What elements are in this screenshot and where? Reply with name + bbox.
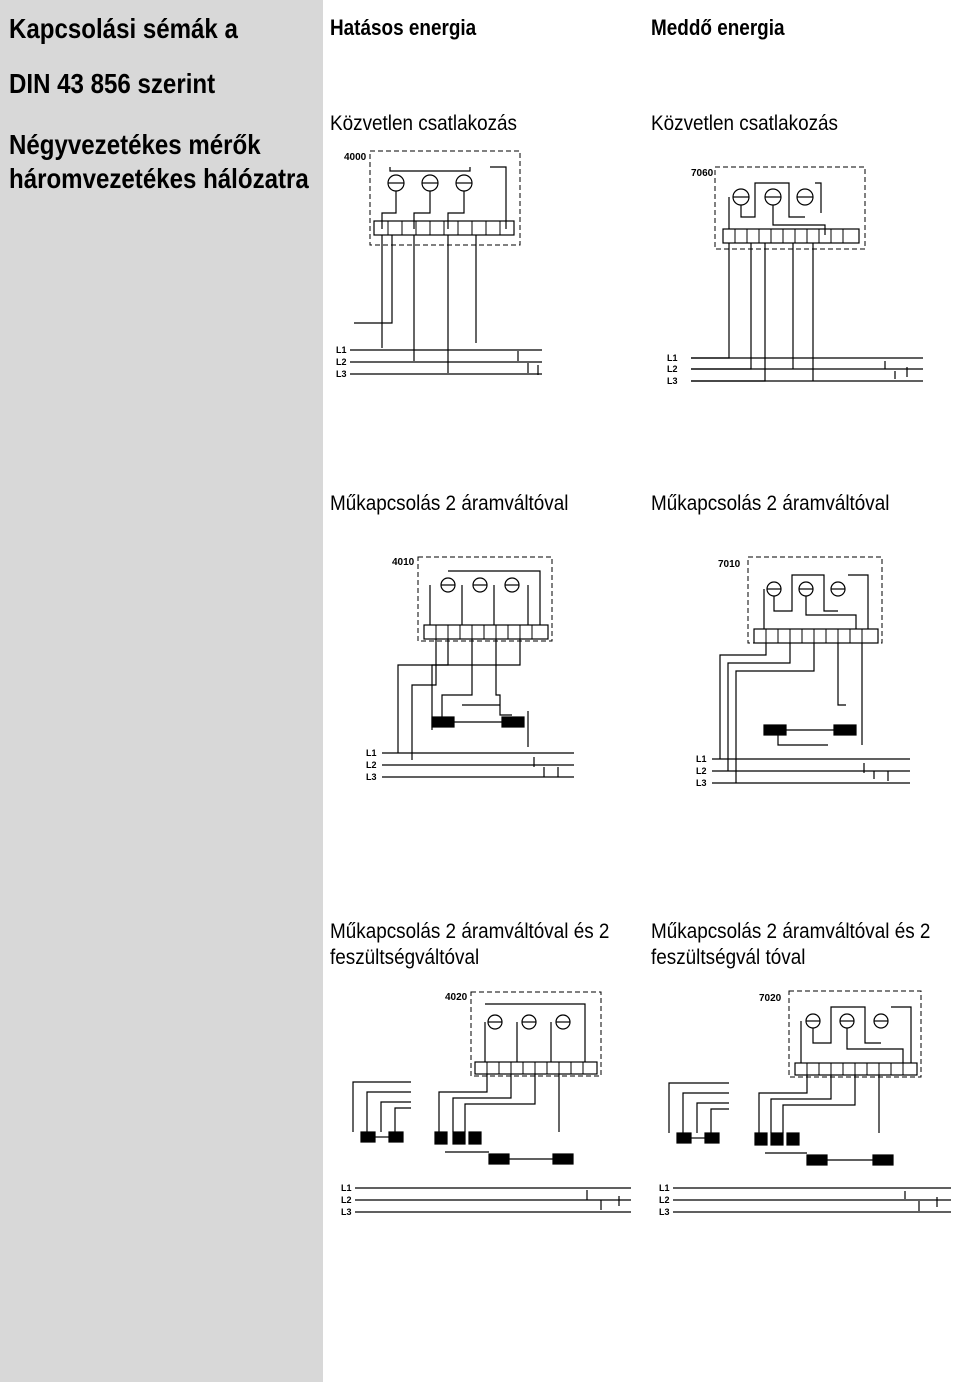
line-label-l1: L1 bbox=[341, 1183, 352, 1193]
caption-direct-active: Közvetlen csatlakozás bbox=[330, 112, 518, 135]
line-label-l2: L2 bbox=[667, 364, 678, 374]
title-line-3a: Négyvezetékes mérők bbox=[9, 129, 261, 160]
title-line-3 bbox=[9, 128, 309, 195]
line-label-l2: L2 bbox=[341, 1195, 352, 1205]
line-label-l3: L3 bbox=[366, 772, 377, 782]
line-label-l3: L3 bbox=[696, 778, 707, 788]
title-line-1: Kapcsolási sémák a bbox=[9, 13, 238, 44]
wiring-diagram-4020 bbox=[335, 982, 635, 1222]
line-label-l2: L2 bbox=[336, 357, 347, 367]
diagram-code: 4000 bbox=[344, 152, 367, 163]
title-line-3b: háromvezetékes hálózatra bbox=[9, 162, 309, 194]
line-label-l3: L3 bbox=[667, 376, 678, 386]
line-label-l1: L1 bbox=[336, 345, 347, 355]
line-label-l2: L2 bbox=[696, 766, 707, 776]
line-label-l3: L3 bbox=[341, 1207, 352, 1217]
line-label-l1: L1 bbox=[366, 748, 377, 758]
column-heading-active: Hatásos energia bbox=[330, 15, 477, 40]
caption-ctvt-active-line2: feszültségváltóval bbox=[330, 946, 480, 970]
wiring-diagram-7060 bbox=[655, 153, 930, 390]
caption-ctvt-reactive-line2: feszültségvál tóval bbox=[651, 946, 806, 970]
line-label-l3: L3 bbox=[659, 1207, 670, 1217]
diagram-code: 7010 bbox=[718, 559, 741, 570]
caption-ctvt-reactive-line1: Műkapcsolás 2 áramváltóval és 2 bbox=[651, 920, 931, 943]
caption-ctvt-active bbox=[330, 919, 609, 972]
wiring-diagram-4000 bbox=[330, 143, 550, 383]
line-label-l3: L3 bbox=[336, 369, 347, 379]
line-label-l1: L1 bbox=[659, 1183, 670, 1193]
diagram-code: 7060 bbox=[691, 168, 714, 179]
line-label-l1: L1 bbox=[696, 754, 707, 764]
caption-ct-active: Műkapcsolás 2 áramváltóval bbox=[330, 492, 569, 515]
diagram-code: 7020 bbox=[759, 993, 782, 1004]
diagram-code: 4020 bbox=[445, 992, 468, 1003]
wiring-diagram-4010 bbox=[352, 545, 580, 790]
diagram-code: 4010 bbox=[392, 557, 415, 568]
line-label-l1: L1 bbox=[667, 353, 678, 363]
line-label-l2: L2 bbox=[366, 760, 377, 770]
caption-ctvt-active-line1: Műkapcsolás 2 áramváltóval és 2 bbox=[330, 920, 610, 943]
caption-ctvt-reactive bbox=[651, 919, 930, 972]
column-heading-reactive: Meddő energia bbox=[651, 15, 785, 40]
title-line-2: DIN 43 856 szerint bbox=[9, 68, 216, 99]
caption-direct-reactive: Közvetlen csatlakozás bbox=[651, 112, 839, 135]
wiring-diagram-7020 bbox=[655, 985, 955, 1223]
wiring-diagram-7010 bbox=[678, 545, 918, 795]
sidebar bbox=[0, 0, 323, 1382]
line-label-l2: L2 bbox=[659, 1195, 670, 1205]
caption-ct-reactive: Műkapcsolás 2 áramváltóval bbox=[651, 492, 890, 515]
